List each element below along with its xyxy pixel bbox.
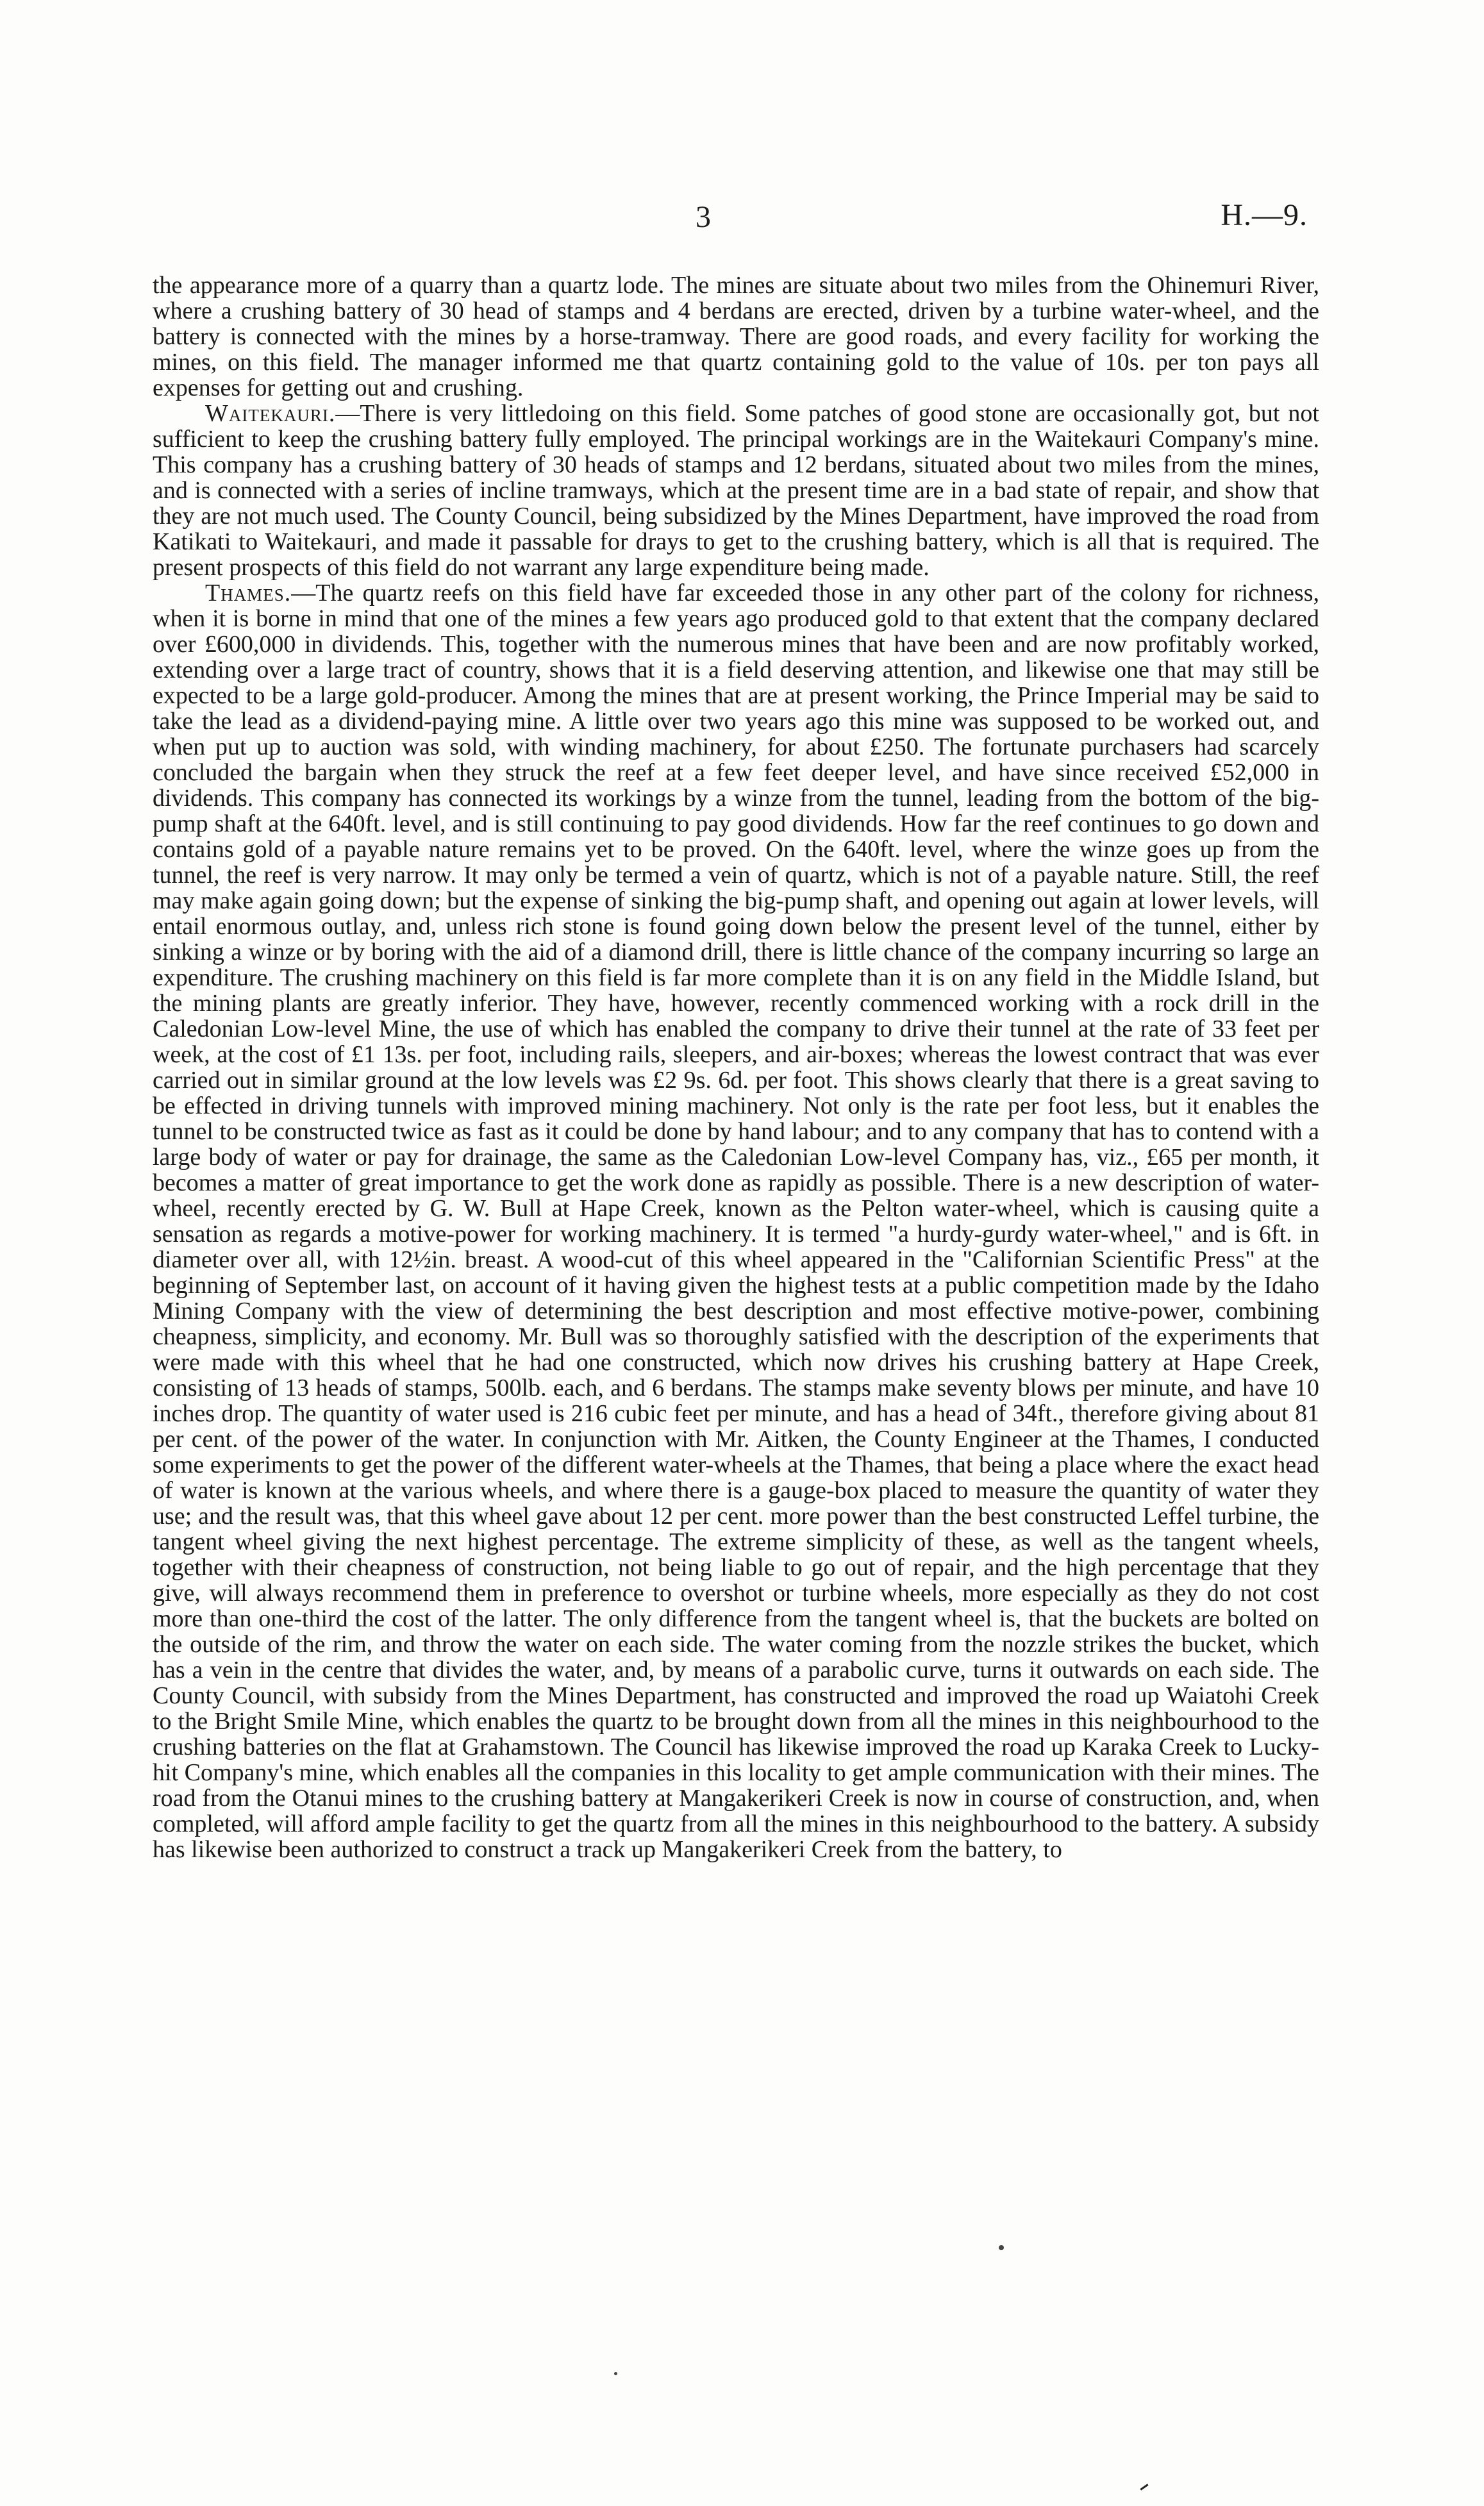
page-number: 3	[696, 200, 711, 234]
paragraph-text: —The quartz reefs on this field have far exceeded those in any other part of the colony for richness, when it is borne in mind that one of the mines a few years ago produced gold to that extent that the company declared over £600,000 in dividends. This, together with the numerous mines that have been and are now profitably worked, extending over a large tract of country, shows that it is a field deserving attention, and likewise one that may still be expected to be a large gold-producer. Among the mines that are at present working, the Prince Imperial may be said to take the lead as a dividend-paying mine. A little over two years ago this mine was supposed to be worked out, and when put up to auction was sold, with winding machinery, for about £250. The fortunate purchasers had scarcely concluded the bargain when they struck the reef at a few feet deeper level, and have since received £52,000 in dividends. This company has connected its workings by a winze from the tunnel, leading from the bottom of the big-pump shaft at the 640ft. level, and is still continuing to pay good dividends. How far the reef continues to go down and contains gold of a payable nature remains yet to be proved. On the 640ft. level, where the winze goes up from the tunnel, the reef is very narrow. It may only be termed a vein of quartz, which is not of a payable nature. Still, the reef may make again going down; but the expense of sinking the big-pump shaft, and opening out again at lower levels, will entail enormous outlay, and, unless rich stone is found going down below the present level of the tunnel, either by sinking a winze or by boring with the aid of a diamond drill, there is little chance of the company incurring so large an expenditure. The crushing machinery on this field is far more complete than it is on any field in the Middle Island, but the mining plants are greatly inferior. They have, however, recently commenced working with a rock drill in the Caledonian Low-level Mine, the use of which has enabled the company to drive their tunnel at the rate of 33 feet per week, at the cost of £1 13s. per foot, including rails, sleepers, and air-boxes; whereas the lowest contract that was ever carried out in similar ground at the low levels was £2 9s. 6d. per foot. This shows clearly that there is a great saving to be effected in driving tunnels with improved mining machinery. Not only is the rate per foot less, but it enables the tunnel to be constructed twice as fast as it could be done by hand labour; and to any company that has to contend with a large body of water or pay for drainage, the same as the Caledonian Low-level Company has, viz., £65 per month, it becomes a matter of great importance to get the work done as rapidly as possible. There is a new description of water-wheel, recently erected by G. W. Bull at Hape Creek, known as the Pelton water-wheel, which is causing quite a sensation as regards a motive-power for working machinery. It is termed "a hurdy-gurdy water-wheel," and is 6ft. in diameter over all, with 12½in. breast. A wood-cut of this wheel appeared in the "Californian Scientific Press" at the beginning of September last, on account of it having given the highest tests at a public competition made by the Idaho Mining Company with the view of determining the best description and most effective motive-power, combining cheapness, simplicity, and economy. Mr. Bull was so thoroughly satisfied with the description of the experiments that were made with this wheel that he had one constructed, which now drives his crushing battery at Hape Creek, consisting of 13 heads of stamps, 500lb. each, and 6 berdans. The stamps make seventy blows per minute, and have 10 inches drop. The quantity of water used is 216 cubic feet per minute, and has a head of 34ft., therefore giving about 81 per cent. of the power of the water. In conjunction with Mr. Aitken, the County Engineer at the Thames, I conducted some experiments to get the power of the different water-wheels at the Thames, that being a place where the exact head of water is known at the various wheels, and where there is a gauge-box placed to measure the quantity of water they use; and the result was, that this wheel gave about 12 per cent. more power than the best constructed Leffel turbine, the tangent wheel giving the next highest percentage. The extreme simplicity of these, as well as the tangent wheels, together with their cheapness of construction, not being liable to go out of repair, and the high percentage that they give, will always recommend them in preference to overshot or turbine wheels, more especially as they do not cost more than one-third the cost of the latter. The only difference from the tangent wheel is, that the buckets are bolted on the outside of the rim, and throw the water on each side. The water coming from the nozzle strikes the bucket, which has a vein in the centre that divides the water, and, by means of a parabolic curve, turns it outwards on each side. The County Council, with subsidy from the Mines Department, has constructed and improved the road up Waiatohi Creek to the Bright Smile Mine, which enables the quartz to be brought down from all the mines in this neighbourhood to the crushing batteries on the flat at Grahamstown. The Council has likewise improved the road up Karaka Creek to Lucky-hit Company's mine, which enables all the companies in this locality to get ample communication with their mines. The road from the Otanui mines to the crushing battery at Mangakerikeri Creek is now in course of construction, and, when completed, will afford ample facility to get the quartz from all the mines in this neighbourhood to the battery. A subsidy has likewise been authorized to construct a track up Mangakerikeri Creek from the battery, to	[153, 580, 1319, 1863]
pen-mark	[1140, 2484, 1148, 2490]
page-speck	[614, 2372, 617, 2375]
paragraph-waitekauri	[153, 401, 1319, 580]
page-speck	[999, 2245, 1004, 2250]
paragraph-continuation	[153, 272, 1319, 401]
section-heading-waitekauri: Waitekauri.	[205, 400, 336, 427]
paragraph-text: the appearance more of a quarry than a quartz lode. The mines are situate about two miles from the Ohinemuri River, where a crushing battery of 30 head of stamps and 4 berdans are erected, driven by a turbine water-wheel, and the battery is connected with the mines by a horse-tramway. There are good roads, and every facility for working the mines, on this field. The manager informed me that quartz containing gold to the value of 10s. per ton pays all expenses for getting out and crushing.	[153, 272, 1319, 401]
body-text	[153, 272, 1319, 1862]
document-reference: H.—9.	[1221, 198, 1308, 232]
paragraph-text: —There is very littledoing on this field. Some patches of good stone are occasionally got, but not sufficient to keep the crushing battery fully employed. The principal workings are in the Waitekauri Company's mine. This company has a crushing battery of 30 heads of stamps and 12 berdans, situated about two miles from the mines, and is connected with a series of incline tramways, which at the present time are in a bad state of repair, and show that they are not much used. The County Council, being subsidized by the Mines Department, have improved the road from Katikati to Waitekauri, and made it passable for drays to get to the crushing battery, which is all that is required. The present prospects of this field do not warrant any large expenditure being made.	[153, 400, 1319, 581]
section-heading-thames: Thames.	[205, 580, 292, 606]
paragraph-thames	[153, 580, 1319, 1862]
